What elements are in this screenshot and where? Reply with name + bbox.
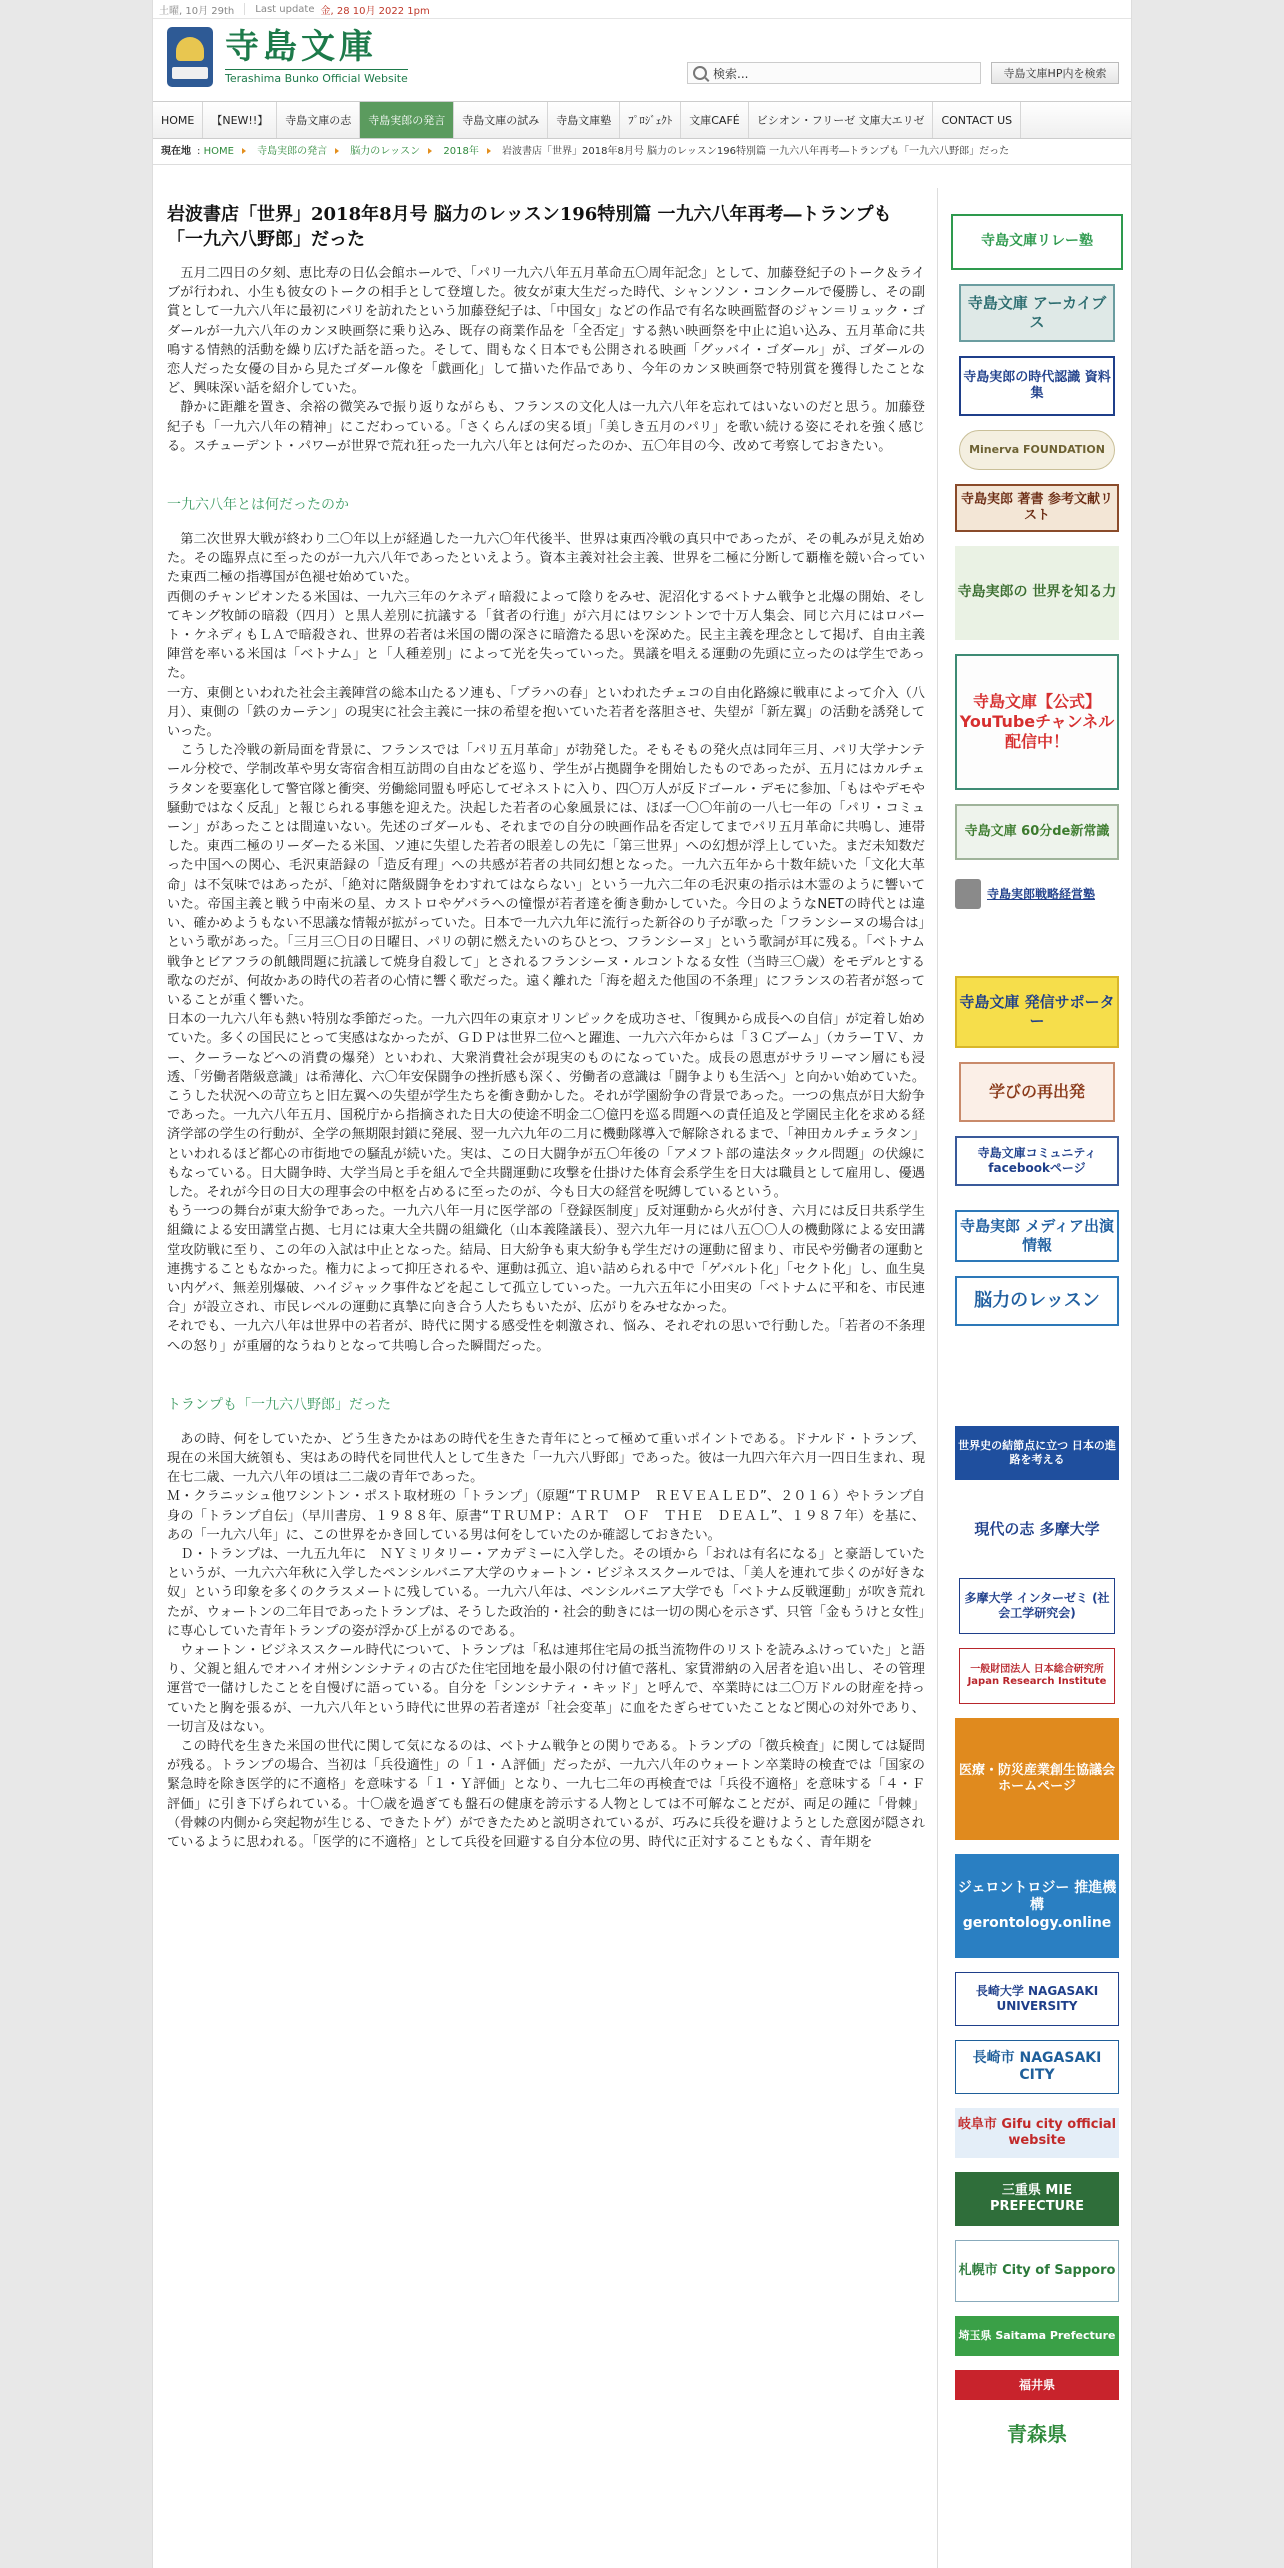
article-paragraph: 西側のチャンピオンたる米国は、一九六三年のケネディ暗殺によって陰りをみせ、泥沼化するベトナム戦争と北爆の開始、そしてキング牧師の暗殺（四月）と黒人差別に抗議する「貧者の行進」が六月にはワシントンで十万人集会、同じ六月にはロバート・ケネディもＬＡで暗殺され、世界の若者は米国の闇の深さに暗澹たる思いを深めた。民主主義を理念として掲げ、自由主義陣営を率いる米国は「ベトナム」と「人種差別」によって光を失っていった。異議を唱える運動の先頭に立ったのは学生であった。 (167, 589, 925, 682)
sidebar (939, 188, 1129, 2568)
article-paragraph: 日本の一九六八年も熱い特別な季節だった。一九六四年の東京オリンピックを成功させ、「復興から成長への自信」が定着し始めていた。多くの国民にとって実感はなかったが、ＧＤＰは世界二位へと躍進、一九六六年からは「３Ｃブーム」（カラーＴＶ、カー、クーラーなどへの消費の爆発）といわれ、大衆消費社会が現実のものになっていた。成長の恩恵がサラリーマン層にも浸透、「労働者階級意識」は希薄化、六〇年安保闘争の挫折感も深く、労働者の意識は「闘争よりも生活へ」と向かい始めていた。こうした状況への苛立ちと旧左翼への失望が学生たちを衝き動かした。それが学園紛争の背景であった。一つの焦点が日大紛争であった。一九六八年五月、国税庁から指摘された日大の使途不明金二〇億円を巡る問題への責任追及と学園民主化を求める経済学部の学生の行動が、全学の無期限封鎖に発展、翌一九六九年の二月に機動隊導入で解除されるまで、「神田カルチェラタン」といわれるほど都心の市街地での騒乱が続いた。実は、この日大闘争が五〇年後の「アメフト部の違法タックル問題」の伏線にもなっている。日大闘争時、大学当局と手を組んで全共闘運動に攻撃を仕掛けた体育会系学生を日大は職員として雇用し、優遇した。それが今日の日大の理事会の中枢を占めるに至ったのが、今も日大の経営を呪縛しているという。 (167, 1012, 926, 1200)
site-logo[interactable] (167, 27, 408, 87)
banner-label: 寺島文庫 アーカイブス (967, 294, 1107, 331)
last-update-label: Last update (255, 3, 315, 15)
banner-label: 寺島実郎 メディア出演情報 (959, 1217, 1115, 1254)
banner-gifu[interactable] (955, 2108, 1119, 2158)
banner-facebook[interactable] (955, 1136, 1119, 1186)
banner-label: 青森県 (1007, 2421, 1067, 2446)
nav-vision[interactable]: ビシオン・フリーゼ 文庫大エリゼ (749, 102, 934, 138)
top-bar (153, 0, 1131, 19)
nav-contact[interactable]: CONTACT US (933, 102, 1021, 138)
breadcrumb-statements[interactable]: 寺島実郎の発言 (257, 146, 328, 157)
banner-lesson[interactable] (955, 1276, 1119, 1326)
banner-nagasaki-univ[interactable] (955, 1972, 1119, 2026)
banner-label: 岐阜市 Gifu city official website (957, 2116, 1117, 2148)
nav-home[interactable]: HOME (153, 102, 203, 138)
banner-label: 三重県 MIE PREFECTURE (989, 2182, 1085, 2214)
breadcrumb-current: 岩波書店「世界」2018年8月号 脳力のレッスン196特別篇 一九六八年再考―トランプも「一九六八野郎」だった (502, 146, 1010, 157)
article-paragraph: こうした冷戦の新局面を背景に、フランスでは「パリ五月革命」が勃発した。そもそもの発火点は同年三月、パリ大学ナンテール分校で、学制改革や男女寄宿舎相互訪問の自由などを巡り、学生が占拠闘争を開始したものであったが、五月にはカルチェラタンを要塞化して警官隊と衝突、労働総同盟も呼応してゼネストに入り、四〇万人が反ドゴール・デモに参加、「もはやデモや騒動ではなく反乱」と報じられる事態を迎えた。決起した若者の心象風景には、ほぼ一〇〇年前の一八七一年の「パリ・コミューン」があったことは間違いない。先述のゴダールも、それまでの自分の映画作品を否定してまでパリ五月革命に共鳴し、連帯した。東西二極のリーダーたる米国、ソ連に失望した若者の眼差しの先に「第三世界」への幻想が浮上していた。まだ未知数だった中国への関心、毛沢東語録の「造反有理」への共感が若者の共同幻想となった。一九六五年から十数年続いた「文化大革命」は不気味ではあったが、「絶対に階級闘争をわすれてはならない」という一九六二年の毛沢東の指示は木霊のように響いていた。帝国主義と戦う中南米の星、カストロやゲバラへの憧憬が若者達を衝き動かしていた。今日のようなNETの時代とは違い、確かめようもない不思議な情報が拡がっていた。日本で一九六九年に流行った新谷のり子が歌った「フランシーヌの場合は」という歌があった。「三月三〇日の日曜日、パリの朝に燃えたいのちひとつ、フランシーヌ」という歌詞が耳に残る。「ベトナム戦争とビアフラの飢餓問題に抗議して焼身自殺して」とされるフランシーヌ・ルコントなる女性（当時三〇歳）をモデルとする歌なのだが、何故かあの時代の若者の心情に響く歌だった。遠く離れた「海を超えた他国の不条理」にフランスの若者が怒っていることが重く響いた。 (167, 743, 925, 1008)
main-nav (153, 101, 1131, 139)
article-paragraph: この時代を生きた米国の世代に関して気になるのは、ベトナム戦争との関りである。トランプの「徴兵検査」に関しては疑問が残る。トランプの場合、当初は「兵役適性」の「１・Ａ評価」だったが、一九六八年のウォートン卒業時の検査では「国家の緊急時を除き医学的に不適格」を意味する「１・Ｙ評価」となり、一九七二年の再検査では「兵役不適格」を意味する「４・Ｆ評価」に引き下げられている。十〇歳を過ぎても盤石の健康を誇示する人物としては不可解なことだが、両足の踵に「骨棘」（骨棘の内側から突起物が生じる、できたトゲ）ができたためと説明されているが、巧みに兵役を避けようとした意図が隠されているように思われる。「医学的に不適格」として兵役を回避する自分本位の男、時代に正対することもなく、青年期を (167, 1739, 925, 1851)
current-date: 土曜, 10月 29th (159, 5, 235, 17)
banner-label: 埼玉県 Saitama Prefecture (958, 2329, 1116, 2343)
article-paragraph: 第二次世界大戦が終わり二〇年以上が経過した一九六〇年代後半、世界は東西冷戦の真只中であったが、その軋みが見え始めた。その臨界点に至ったのが一九六八年であったといえよう。資本主義対社会主義、世界を二極に分断して覇権を競い合っていた東西二極の指導国が色褪せ始めていた。 (167, 532, 925, 586)
page (152, 0, 1132, 2568)
divider (153, 164, 1131, 165)
banner-jri[interactable] (959, 1648, 1115, 1704)
search-placeholder: 検索... (713, 66, 749, 81)
banner-label: 学びの再出発 (988, 1082, 1085, 1101)
banner-fukui[interactable] (955, 2370, 1119, 2400)
logo-text (225, 29, 408, 84)
article-paragraph: ウォートン・ビジネススクール時代について、トランプは「私は連邦住宅局の抵当流物件のリストを読みふけっていた」と語り、父親と組んでオハイオ州シンシナティの古びた住宅団地を最小限の付け値で落札、家賃滞納の入居者を追い出し、その管理運営で一儲けしたことを自慢げに語っている。自分を「シンシナティ・キッド」と呼んで、卒業時には二〇万ドルの財産を持っていたと胸を張るが、一九六八年という時代に世界の若者達が「社会変革」に血をたぎらせていたことなど関心の対外であり、一切言及はない。 (167, 1643, 925, 1735)
banner-youtube[interactable] (955, 654, 1119, 790)
article-column (153, 188, 938, 2568)
banner-nagasaki-city[interactable] (955, 2040, 1119, 2094)
banner-label: 現代の志 多摩大学 (974, 1519, 1100, 1538)
separator (244, 3, 245, 15)
banner-label: 寺島文庫コミュニティ facebookページ (977, 1146, 1097, 1175)
avatar (955, 879, 981, 909)
article-paragraph: もう一つの舞台が東大紛争であった。一九六八年一月に医学部の「登録医制度」反対運動から火が付き、六月には反日共系学生組織による安田講堂占拠、七月には東大全共闘の組織化（山本義隆議長）、翌六九年一月には八五〇〇人の機動隊による安田講堂攻防戦に至り、この年の入試は中止となった。結局、日大紛争も東大紛争も学生だけの運動に留まり、市民や労働者の運動と連携することもなかった。権力によって抑圧されるや、運動は孤立、追い詰められる中で「ゲバルト化」「セクト化」し、血生臭い内ゲバ、無差別爆破、ハイジャック事件などを起こして孤立していった。一九六五年に小田実の「ベトナムに平和を、市民連合」が設立され、市民レベルの運動に真摯に向き合う人たちもいたが、広がりをみせなかった。 (167, 1204, 925, 1316)
banner-medical[interactable] (955, 1718, 1119, 1840)
article-paragraph: あの時、何をしていたか、どう生きたかはあの時代を生きた青年にとって極めて重いポイントである。ドナルド・トランプ、現在の米国大統領も、実はあの時代を同世代人として生きた「一九六八野郎」であった。彼は一九四六年六月一四日生まれ、現在七二歳、一九六八年の頃は二二歳の青年であった。 (167, 1431, 925, 1486)
banner-strategy[interactable] (955, 874, 1119, 914)
banner-label: 長崎大学 NAGASAKI UNIVERSITY (975, 1984, 1099, 2013)
banner-minerva[interactable] (959, 430, 1115, 470)
banner-label: 寺島実郎 著書 参考文献リスト (960, 491, 1114, 523)
arrow-icon (335, 148, 339, 154)
last-update-value: 金, 28 10月 2022 1pm (320, 5, 430, 17)
banner-label: 医療・防災産業創生協議会 ホームページ (958, 1762, 1115, 1794)
banner-gerontology[interactable] (955, 1854, 1119, 1958)
banner-label: 世界史の結節点に立つ 日本の進路を考える (958, 1439, 1116, 1466)
banner-archives[interactable] (959, 284, 1115, 342)
banner-label: 寺島文庫 発信サポーター (959, 993, 1115, 1030)
banner-label: 札幌市 City of Sapporo (958, 2262, 1116, 2278)
banner-label: 福井県 (1018, 2377, 1055, 2392)
banner-label: 寺島文庫 60分de新常識 (964, 823, 1110, 839)
banner-label: 寺島文庫リレー塾 (981, 233, 1093, 250)
nav-juku[interactable]: 寺島文庫塾 (548, 102, 620, 138)
search-input[interactable] (687, 62, 981, 84)
article-paragraph: 一方、東側といわれた社会主義陣営の総本山たるソ連も、「プラハの春」といわれたチェコの自由化路線に戦車によって介入（八月）、東側の「鉄のカーテン」の現実に社会主義に一抹の希望を抱いていた若者を落胆させ、失望が「新左翼」の活動を誘発していった。 (167, 685, 925, 740)
article-paragraph: Ｄ・トランプは、一九五九年に ＮＹミリタリー・アカデミーに入学した。その頃から「おれは有名になる」と豪語していたというが、一九六六年秋に入学したペンシルバニア大学のウォートン・ビジネススクールでは、「美人を連れて歩くのが好きな奴」という印象を多くのクラスメートに残している。一九六八年は、ペンシルバニア大学でも「ベトナム反戦運動」が吹き荒れたが、ウォートンの二年目であったトランプは、そうした政治的・社会的動きには一切の関心を示さず、只管「金もうけと女性」に専心していた青年トランプの姿が浮かび上がるのである。 (167, 1546, 925, 1639)
banner-60min[interactable] (955, 804, 1119, 860)
arrow-icon (487, 148, 491, 154)
nav-cafe[interactable]: 文庫CAFÉ (681, 102, 748, 138)
breadcrumb: 現在地 : HOME 寺島実郎の発言 脳力のレッスン 2018年 岩波書店「世界」2018年8月号 脳力のレッスン196特別篇 一九六八年再考―トランプも「一九六八野郎」だった (161, 146, 1010, 157)
banner-label: ジェロントロジー 推進機構 gerontology.online (957, 1879, 1117, 1931)
site-header (153, 19, 1131, 101)
breadcrumb-home[interactable]: HOME (203, 146, 234, 157)
breadcrumb-label: 現在地 (161, 146, 191, 157)
banner-tama[interactable] (959, 1494, 1115, 1564)
banner-label: 寺島実郎の時代認識 資料集 (963, 369, 1111, 401)
banner-media[interactable] (955, 1210, 1119, 1262)
banner-label: Minerva FOUNDATION (969, 443, 1105, 457)
article-paragraph: Ｍ・クラニッシュ他ワシントン・ポスト取材班の「トランプ」（原題“ＴＲＵＭＰ ＲＥＶＥＡＬＥＤ”、２０１６）やトランプ自身の「トランプ自伝」（早川書房、１９８８年、原書“ＴＲＵＭＰ：ＡＲＴ ＯＦ ＴＨＥ ＤＥＡＬ”、１９８７年）を基に、あの「一九六八年」に、この世界をかき回している男は何をしていたのか確認しておきたい。 (167, 1489, 925, 1543)
article-paragraph: 静かに距離を置き、余裕の微笑みで振り返りながらも、フランスの文化人は一九六八年を忘れてはいないのだと思う。加藤登紀子も「一九六八年の精神」にこだわっている。「さくらんぼの実る頃」「美しき五月のパリ」を歌い続ける姿にそれを強く感じる。スチューデント・パワーが世界で荒れ狂った一九六八年とは何だったのか、五〇年目の今、改めて考察しておきたい。 (167, 400, 925, 454)
site-subtitle: Terashima Bunko Official Website (225, 69, 408, 85)
article-title: 岩波書店「世界」2018年8月号 脳力のレッスン196特別篇 一九六八年再考―トランプも「一九六八野郎」だった (167, 204, 892, 250)
banner-relay-juku[interactable] (951, 214, 1123, 270)
banner-label: 多摩大学 インターゼミ (社会工学研究会) (964, 1591, 1110, 1620)
banner-label: 寺島文庫【公式】 YouTubeチャンネル 配信中！ (959, 692, 1115, 751)
arrow-icon (428, 148, 432, 154)
banner-world[interactable] (955, 546, 1119, 640)
banner-relearn[interactable] (959, 1062, 1115, 1122)
arrow-icon (242, 148, 246, 154)
nav-mission[interactable]: 寺島文庫の志 (277, 102, 360, 138)
nav-project[interactable]: ﾌﾟﾛｼﾞｪｸﾄ (620, 102, 681, 138)
nav-attempts[interactable]: 寺島文庫の試み (454, 102, 548, 138)
banner-interzemi[interactable] (959, 1578, 1115, 1634)
banner-label: 寺島実郎の 世界を知る力 (957, 584, 1117, 601)
banner-world-history[interactable] (955, 1426, 1119, 1480)
banner-saitama[interactable] (955, 2316, 1119, 2356)
breadcrumb-lesson[interactable]: 脳力のレッスン (350, 146, 421, 157)
breadcrumb-year[interactable]: 2018年 (443, 146, 479, 157)
banner-aomori[interactable] (955, 2414, 1119, 2454)
section-heading: トランプも「一九六八野郎」だった (167, 1396, 391, 1413)
banner-label: 長崎市 NAGASAKI CITY (972, 2049, 1102, 2083)
banner-mie[interactable] (955, 2172, 1119, 2226)
banner-sapporo[interactable] (955, 2240, 1119, 2302)
banner-materials[interactable] (959, 356, 1115, 416)
banner-label: 一般財団法人 日本総合研究所 Japan Research Institute (967, 1663, 1107, 1687)
article-paragraph: それでも、一九六八年は世界中の若者が、時代に関する感受性を刺激され、悩み、それぞれの思いで行動した。「若者の不条理への怒り」が重層的なうねりとなって共鳴し合った瞬間だった。 (167, 1319, 925, 1354)
site-title: 寺島文庫 (225, 27, 377, 68)
logo-emblem-icon (167, 27, 213, 87)
nav-statements[interactable]: 寺島実郎の発言 (360, 102, 454, 138)
section-heading: 一九六八年とは何だったのか (167, 497, 349, 514)
banner-books[interactable] (955, 484, 1119, 532)
banner-label: 脳力のレッスン (974, 1289, 1100, 1311)
article-paragraph: 五月二四日の夕刻、恵比寿の日仏会館ホールで、「パリ一九六八年五月革命五〇周年記念」として、加藤登紀子のトーク＆ライブが行われ、小生も彼女のトークの相手として登壇した。彼女が東大生だった時代、シャンソン・コンクールで優勝し、その副賞として一九六八年に最初にパリを訪れたという加藤登紀子は、「中国女」などの作品で有名な映画監督のジャン＝リュック・ゴダールが一九六八年のカンヌ映画祭に乗り込み、既存の商業作品を「全否定」する熱い映画祭を中止に追い込み、五月革命に共鳴する情熱的活動を繰り広げた話を語った。そして、間もなく日本でも公開される映画「グッバイ・ゴダール」が、ゴダールの恋人だった女優の目から見たゴダール像を「戯画化」して描いた作品であり、今年のカンヌ映画祭で特別賞を獲得したことなど、興味深い話を紹介していた。 (167, 266, 925, 397)
search-icon (693, 66, 707, 80)
banner-label: 寺島実郎戦略経営塾 (987, 886, 1096, 901)
search-button[interactable]: 寺島文庫HP内を検索 (991, 62, 1119, 84)
nav-new[interactable]: 【NEW!!】 (203, 102, 277, 138)
banner-supporter[interactable] (955, 976, 1119, 1048)
